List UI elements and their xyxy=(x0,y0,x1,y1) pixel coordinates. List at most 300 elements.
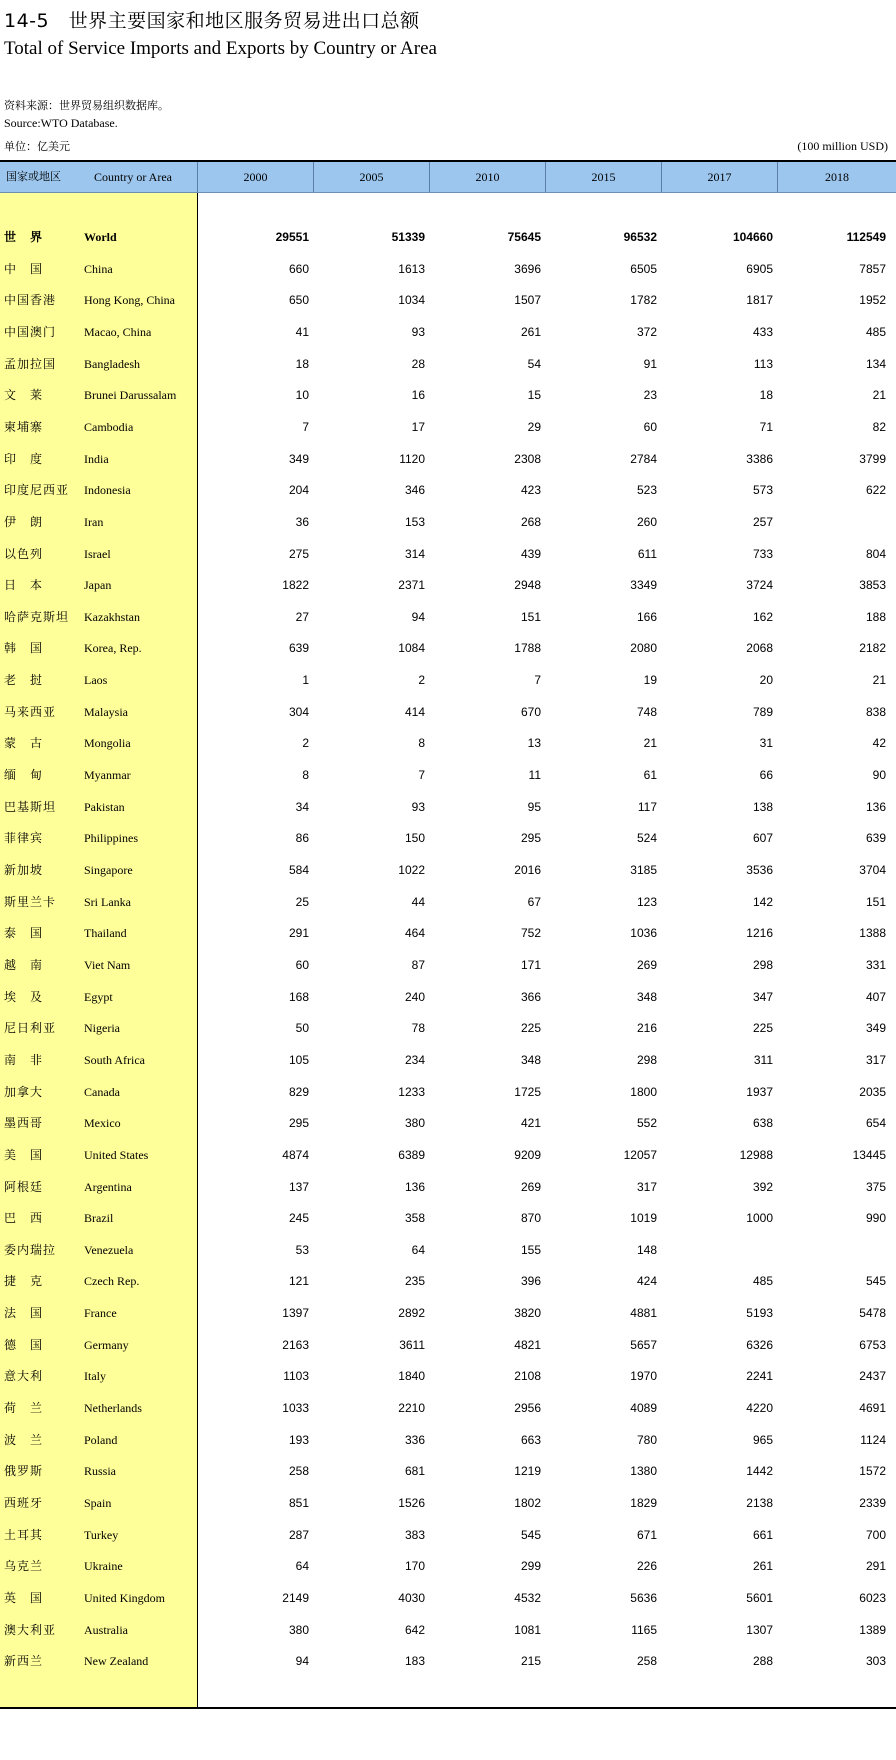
table-row xyxy=(0,792,896,823)
header-year: 2018 xyxy=(825,170,849,184)
value-cell: 4030 xyxy=(398,1590,425,1605)
country-name-en: United States xyxy=(84,1147,149,1162)
value-cell: 295 xyxy=(520,831,541,846)
value-cell: 78 xyxy=(411,1021,425,1036)
value-cell: 6389 xyxy=(398,1147,425,1162)
value-cell: 113 xyxy=(753,356,773,371)
table-row xyxy=(0,444,896,475)
value-cell: 804 xyxy=(865,546,886,561)
value-cell: 2108 xyxy=(514,1369,541,1384)
value-cell: 5601 xyxy=(746,1590,773,1605)
value-cell: 291 xyxy=(865,1559,886,1574)
value-cell: 261 xyxy=(752,1559,773,1574)
country-name-en: Venezuela xyxy=(84,1242,134,1257)
value-cell: 3386 xyxy=(746,451,773,466)
value-cell: 423 xyxy=(520,483,541,498)
value-cell: 1937 xyxy=(746,1084,773,1099)
country-name-en: Canada xyxy=(84,1084,120,1099)
value-cell: 336 xyxy=(404,1432,425,1447)
value-cell: 6326 xyxy=(746,1337,773,1352)
value-cell: 1782 xyxy=(630,293,657,308)
value-cell: 136 xyxy=(865,799,886,814)
value-cell: 1022 xyxy=(398,863,425,877)
value-cell: 287 xyxy=(288,1527,309,1542)
value-cell: 123 xyxy=(636,894,657,909)
table-row xyxy=(0,507,896,538)
value-cell: 71 xyxy=(759,419,773,434)
value-cell: 136 xyxy=(404,1179,425,1194)
value-cell: 346 xyxy=(404,483,425,498)
value-cell: 66 xyxy=(759,768,773,783)
country-name-en: Russia xyxy=(84,1464,117,1479)
table-row xyxy=(0,855,896,886)
value-cell: 193 xyxy=(288,1432,309,1447)
country-name-en: Egypt xyxy=(84,989,113,1004)
value-cell: 1216 xyxy=(746,926,773,941)
country-name-en: India xyxy=(84,451,109,466)
country-name-en: Brazil xyxy=(84,1211,114,1226)
value-cell: 663 xyxy=(520,1432,541,1447)
country-name-cn: 中国澳门 xyxy=(4,324,57,339)
value-cell: 151 xyxy=(865,894,886,909)
country-name-en: France xyxy=(84,1306,117,1321)
value-cell: 3696 xyxy=(514,261,541,276)
country-name-cn: 新加坡 xyxy=(4,863,44,877)
value-cell: 639 xyxy=(288,641,309,656)
table-row xyxy=(0,1298,896,1329)
value-cell: 1124 xyxy=(860,1432,886,1447)
value-cell: 148 xyxy=(636,1242,657,1257)
country-name-cn: 乌克兰 xyxy=(4,1559,44,1574)
country-name-cn: 英 国 xyxy=(4,1590,44,1605)
value-cell: 6505 xyxy=(630,261,657,276)
value-cell: 225 xyxy=(752,1021,773,1036)
table-row xyxy=(0,1520,896,1551)
value-cell: 1019 xyxy=(630,1211,657,1226)
value-cell: 545 xyxy=(865,1274,886,1289)
value-cell: 573 xyxy=(752,483,773,498)
value-cell: 5193 xyxy=(746,1306,773,1321)
country-name-cn: 美 国 xyxy=(4,1147,44,1162)
country-name-en: Hong Kong, China xyxy=(84,293,175,308)
table-row xyxy=(0,254,896,285)
value-cell: 5636 xyxy=(630,1590,657,1605)
value-cell: 1165 xyxy=(631,1622,657,1637)
country-name-en: China xyxy=(84,261,113,276)
value-cell: 650 xyxy=(288,293,309,308)
value-cell: 2210 xyxy=(398,1401,425,1416)
value-cell: 21 xyxy=(643,736,657,751)
country-name-cn: 世 界 xyxy=(4,230,44,244)
table-row xyxy=(0,1361,896,1392)
value-cell: 3853 xyxy=(859,578,886,593)
value-cell: 3820 xyxy=(514,1306,541,1321)
value-cell: 1970 xyxy=(630,1369,657,1384)
value-cell: 27 xyxy=(295,609,309,624)
value-cell: 168 xyxy=(288,989,309,1004)
table-row xyxy=(0,918,896,949)
value-cell: 1388 xyxy=(859,926,886,941)
value-cell: 700 xyxy=(865,1527,886,1542)
value-cell: 1613 xyxy=(398,261,425,276)
value-cell: 366 xyxy=(520,989,541,1004)
value-cell: 12057 xyxy=(623,1147,657,1162)
value-cell: 607 xyxy=(752,831,773,846)
value-cell: 288 xyxy=(752,1654,773,1669)
table-row xyxy=(0,349,896,380)
value-cell: 260 xyxy=(636,514,657,529)
country-name-cn: 尼日利亚 xyxy=(4,1021,57,1036)
value-cell: 225 xyxy=(520,1021,541,1036)
value-cell: 166 xyxy=(636,609,657,624)
table-title-en: Total of Service Imports and Exports by Country or Area xyxy=(4,38,437,59)
value-cell: 2308 xyxy=(514,451,541,466)
value-cell: 439 xyxy=(520,546,541,561)
value-cell: 234 xyxy=(404,1052,425,1067)
country-name-cn: 俄罗斯 xyxy=(4,1464,44,1479)
value-cell: 1397 xyxy=(282,1306,309,1321)
value-cell: 789 xyxy=(752,704,773,719)
value-cell: 870 xyxy=(520,1211,541,1226)
value-cell: 162 xyxy=(752,609,773,624)
value-cell: 13 xyxy=(527,736,541,751)
value-cell: 18 xyxy=(295,356,309,371)
value-cell: 235 xyxy=(404,1274,425,1289)
country-name-cn: 蒙 古 xyxy=(4,736,44,751)
country-name-en: Indonesia xyxy=(84,483,131,498)
value-cell: 8 xyxy=(302,768,309,783)
value-cell: 6753 xyxy=(859,1337,886,1352)
value-cell xyxy=(806,507,886,538)
value-cell: 142 xyxy=(752,894,773,909)
value-cell: 41 xyxy=(295,324,309,339)
value-cell: 258 xyxy=(636,1654,657,1669)
value-cell: 2784 xyxy=(630,451,657,466)
value-cell: 2138 xyxy=(746,1496,773,1510)
value-cell: 240 xyxy=(404,989,425,1004)
table-row xyxy=(0,1551,896,1582)
value-cell: 304 xyxy=(288,704,309,719)
value-cell: 75645 xyxy=(507,230,541,244)
value-cell: 5657 xyxy=(630,1337,657,1352)
value-cell: 1788 xyxy=(514,641,541,656)
value-cell: 1526 xyxy=(398,1496,425,1510)
value-cell: 4691 xyxy=(859,1401,886,1416)
table-row xyxy=(0,760,896,791)
country-name-cn: 西班牙 xyxy=(4,1496,44,1510)
country-name-cn: 委内瑞拉 xyxy=(4,1242,57,1257)
country-name-cn: 印 度 xyxy=(4,451,44,466)
country-name-cn: 南 非 xyxy=(4,1052,44,1067)
value-cell: 2068 xyxy=(746,641,773,656)
value-cell: 1034 xyxy=(398,293,425,308)
value-cell: 93 xyxy=(411,324,425,339)
value-cell: 42 xyxy=(872,736,886,751)
value-cell: 348 xyxy=(636,989,657,1004)
table-row xyxy=(0,1235,896,1266)
value-cell: 64 xyxy=(295,1559,309,1574)
country-name-cn: 新西兰 xyxy=(4,1654,44,1669)
value-cell: 1036 xyxy=(630,926,657,941)
country-name-cn: 孟加拉国 xyxy=(4,356,57,371)
value-cell: 51339 xyxy=(391,230,425,244)
value-cell: 2182 xyxy=(859,641,886,656)
value-cell: 1507 xyxy=(514,293,541,308)
country-name-en: Argentina xyxy=(84,1179,132,1194)
value-cell: 524 xyxy=(636,831,657,846)
value-cell: 638 xyxy=(752,1116,773,1131)
value-cell: 60 xyxy=(643,419,657,434)
table-row xyxy=(0,1266,896,1297)
value-cell: 121 xyxy=(288,1274,309,1289)
value-cell: 34 xyxy=(295,799,309,814)
country-name-cn: 中 国 xyxy=(4,261,44,276)
value-cell: 155 xyxy=(520,1242,541,1257)
country-name-en: Pakistan xyxy=(84,799,125,814)
value-cell: 269 xyxy=(636,957,657,972)
value-cell: 584 xyxy=(288,863,309,877)
value-cell: 9209 xyxy=(514,1147,541,1162)
country-name-cn: 伊 朗 xyxy=(4,514,44,529)
value-cell: 183 xyxy=(404,1654,425,1669)
country-name-cn: 印度尼西亚 xyxy=(4,483,70,498)
value-cell: 780 xyxy=(636,1432,657,1447)
value-cell: 433 xyxy=(752,324,773,339)
value-cell: 311 xyxy=(753,1052,773,1067)
value-cell: 4532 xyxy=(514,1590,541,1605)
country-name-en: Cambodia xyxy=(84,419,134,434)
table-row xyxy=(0,570,896,601)
value-cell: 349 xyxy=(288,451,309,466)
value-cell: 11 xyxy=(528,768,541,783)
value-cell: 269 xyxy=(520,1179,541,1194)
country-name-cn: 缅 甸 xyxy=(4,768,44,783)
value-cell: 1822 xyxy=(282,578,309,593)
value-cell: 660 xyxy=(288,261,309,276)
table-row xyxy=(0,1583,896,1614)
value-cell: 87 xyxy=(411,957,425,972)
table-row xyxy=(0,317,896,348)
country-name-cn: 马来西亚 xyxy=(4,704,57,719)
value-cell: 1084 xyxy=(398,641,425,656)
value-cell: 2437 xyxy=(859,1369,886,1384)
country-name-en: Germany xyxy=(84,1337,129,1352)
value-cell: 752 xyxy=(520,926,541,941)
value-cell: 86 xyxy=(295,831,309,846)
value-cell: 681 xyxy=(404,1464,425,1479)
value-cell: 380 xyxy=(404,1116,425,1131)
country-name-en: Thailand xyxy=(84,926,127,941)
value-cell: 138 xyxy=(752,799,773,814)
value-cell: 622 xyxy=(865,483,886,498)
value-cell: 2149 xyxy=(282,1590,309,1605)
country-name-cn: 斯里兰卡 xyxy=(4,894,57,909)
value-cell: 295 xyxy=(288,1116,309,1131)
value-cell: 5478 xyxy=(859,1306,886,1321)
country-name-cn: 韩 国 xyxy=(4,641,44,656)
value-cell: 407 xyxy=(865,989,886,1004)
table-row xyxy=(0,728,896,759)
header-year: 2010 xyxy=(475,170,500,184)
table-row xyxy=(0,602,896,633)
country-name-en: Macao, China xyxy=(84,324,152,339)
value-cell: 1389 xyxy=(859,1622,886,1637)
country-name-cn: 墨西哥 xyxy=(4,1116,44,1131)
value-cell: 372 xyxy=(636,324,657,339)
country-name-en: Singapore xyxy=(84,863,133,877)
country-name-en: Czech Rep. xyxy=(84,1274,140,1289)
value-cell: 414 xyxy=(404,704,425,719)
value-cell: 299 xyxy=(520,1559,541,1574)
value-cell: 4220 xyxy=(746,1401,773,1416)
value-cell: 20 xyxy=(759,673,773,688)
country-name-cn: 中国香港 xyxy=(4,293,57,308)
value-cell: 268 xyxy=(520,514,541,529)
value-cell: 2241 xyxy=(746,1369,773,1384)
country-name-cn: 哈萨克斯坦 xyxy=(4,609,70,624)
value-cell: 25 xyxy=(295,894,309,909)
value-cell: 383 xyxy=(404,1527,425,1542)
value-cell: 36 xyxy=(295,514,309,529)
value-cell: 1219 xyxy=(514,1464,541,1479)
country-name-cn: 澳大利亚 xyxy=(4,1622,57,1637)
value-cell: 639 xyxy=(865,831,886,846)
country-name-en: Israel xyxy=(84,546,111,561)
value-cell: 4874 xyxy=(282,1147,309,1162)
value-cell: 3185 xyxy=(630,863,657,877)
country-name-cn: 波 兰 xyxy=(4,1432,44,1447)
country-name-en: Iran xyxy=(84,514,104,529)
unit-label-cn: 单位：亿美元 xyxy=(4,140,70,153)
country-name-cn: 菲律宾 xyxy=(4,831,44,846)
country-name-en: Italy xyxy=(84,1369,106,1384)
value-cell: 104660 xyxy=(732,230,773,244)
value-cell: 2016 xyxy=(514,863,541,877)
value-cell: 134 xyxy=(865,356,886,371)
table-row xyxy=(0,1108,896,1139)
value-cell: 1840 xyxy=(398,1369,425,1384)
value-cell: 151 xyxy=(520,609,541,624)
value-cell: 3611 xyxy=(399,1337,425,1352)
table-row xyxy=(0,1330,896,1361)
value-cell: 1120 xyxy=(399,451,425,466)
value-cell: 851 xyxy=(288,1496,309,1510)
value-cell: 44 xyxy=(411,894,425,909)
country-name-en: World xyxy=(84,230,117,244)
country-name-cn: 巴 西 xyxy=(4,1211,44,1226)
table-row xyxy=(0,222,896,253)
value-cell: 13445 xyxy=(852,1147,886,1162)
value-cell: 216 xyxy=(636,1021,657,1036)
value-cell: 375 xyxy=(865,1179,886,1194)
value-cell: 29 xyxy=(527,419,541,434)
value-cell: 358 xyxy=(404,1211,425,1226)
table-bottom-rule xyxy=(0,1707,896,1709)
country-name-en: New Zealand xyxy=(84,1654,149,1669)
table-row xyxy=(0,950,896,981)
table-row xyxy=(0,982,896,1013)
table-row xyxy=(0,412,896,443)
table-row xyxy=(0,1615,896,1646)
value-cell: 1307 xyxy=(746,1622,773,1637)
value-cell: 1572 xyxy=(859,1464,886,1479)
country-name-en: Myanmar xyxy=(84,768,131,783)
country-name-en: Philippines xyxy=(84,831,139,846)
value-cell: 137 xyxy=(288,1179,309,1194)
value-cell: 7 xyxy=(302,419,309,434)
value-cell: 19 xyxy=(643,673,657,688)
value-cell: 29551 xyxy=(275,230,309,244)
value-cell: 117 xyxy=(637,799,657,814)
value-cell: 3704 xyxy=(859,863,886,877)
table-header xyxy=(0,162,896,193)
country-name-cn: 阿根廷 xyxy=(4,1179,44,1194)
value-cell: 965 xyxy=(752,1432,773,1447)
value-cell: 670 xyxy=(520,704,541,719)
table-row xyxy=(0,1203,896,1234)
header-year: 2005 xyxy=(359,170,384,184)
value-cell: 485 xyxy=(865,324,886,339)
country-name-en: South Africa xyxy=(84,1052,145,1067)
value-cell: 12988 xyxy=(739,1147,773,1162)
value-cell: 15 xyxy=(527,388,541,403)
value-cell: 291 xyxy=(288,926,309,941)
table-row xyxy=(0,823,896,854)
value-cell: 303 xyxy=(865,1654,886,1669)
country-name-en: Japan xyxy=(84,578,112,593)
value-cell: 1103 xyxy=(283,1369,309,1384)
country-name-en: Malaysia xyxy=(84,704,128,719)
value-cell: 523 xyxy=(636,483,657,498)
table-row xyxy=(0,1456,896,1487)
value-cell: 424 xyxy=(636,1274,657,1289)
value-cell: 215 xyxy=(520,1654,541,1669)
value-cell: 3724 xyxy=(746,578,773,593)
table-title-cn: 14-5 世界主要国家和地区服务贸易进出口总额 xyxy=(4,10,420,32)
value-cell: 317 xyxy=(865,1052,886,1067)
table-row xyxy=(0,1140,896,1171)
value-cell: 6905 xyxy=(746,261,773,276)
country-name-en: Brunei Darussalam xyxy=(84,388,177,403)
value-cell: 485 xyxy=(752,1274,773,1289)
value-cell: 96532 xyxy=(623,230,657,244)
table-row xyxy=(0,285,896,316)
value-cell: 2163 xyxy=(282,1337,309,1352)
value-cell: 170 xyxy=(404,1559,425,1574)
value-cell: 1000 xyxy=(746,1211,773,1226)
header-year: 2017 xyxy=(707,170,732,184)
value-cell: 2948 xyxy=(514,578,541,593)
value-cell: 2371 xyxy=(398,578,425,593)
value-cell: 94 xyxy=(295,1654,309,1669)
country-name-en: Sri Lanka xyxy=(84,894,131,909)
country-name-en: Mexico xyxy=(84,1116,121,1131)
value-cell: 226 xyxy=(636,1559,657,1574)
value-cell: 1 xyxy=(302,673,309,688)
value-cell: 257 xyxy=(752,514,773,529)
value-cell: 990 xyxy=(865,1211,886,1226)
value-cell: 112549 xyxy=(846,230,886,244)
value-cell: 552 xyxy=(636,1116,657,1131)
value-cell: 7 xyxy=(418,768,425,783)
value-cell: 21 xyxy=(872,673,886,688)
country-name-cn: 日 本 xyxy=(4,578,44,593)
country-name-en: Viet Nam xyxy=(84,957,131,972)
table-row xyxy=(0,697,896,728)
country-name-en: Bangladesh xyxy=(84,356,140,371)
value-cell: 2892 xyxy=(398,1306,425,1321)
value-cell: 396 xyxy=(520,1274,541,1289)
